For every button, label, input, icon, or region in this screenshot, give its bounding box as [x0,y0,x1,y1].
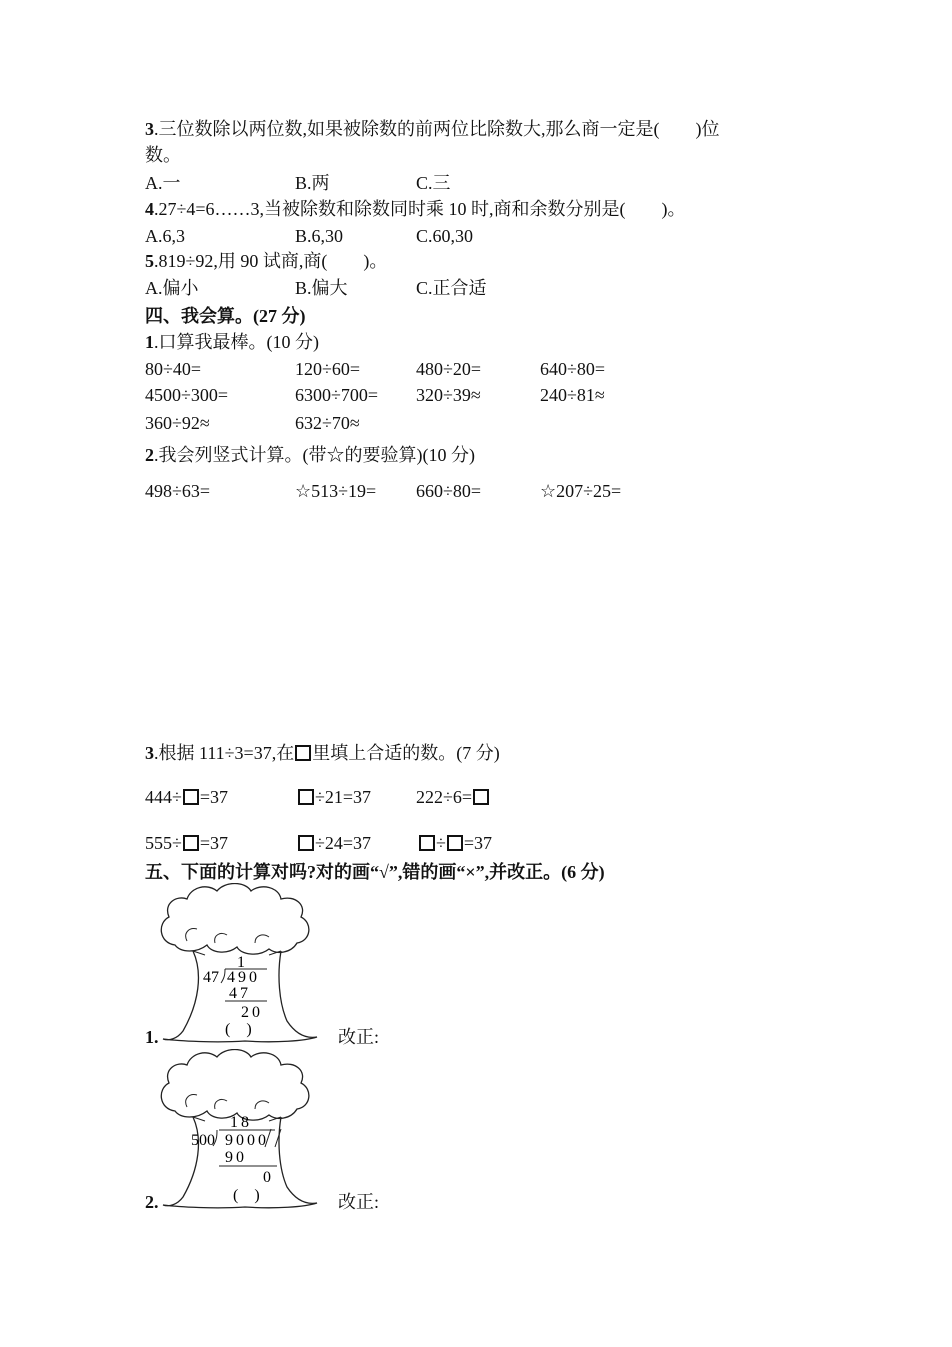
tree1-subtrahend: 47 [229,985,251,1002]
tree1-divisor: 47 [203,969,219,986]
calc-item: 240÷81≈ [540,385,605,405]
tree2-dot: . [154,1192,159,1212]
q4-line [145,198,686,220]
q3-line [145,118,720,140]
tree2-icon [155,1049,325,1214]
section5-title: 五、下面的计算对吗?对的画“√”,错的画“×”,并改正。(6 分) [145,862,605,882]
tree1-icon [155,883,325,1048]
blank-box[interactable] [447,835,463,851]
calc-item: 120÷60= [295,359,361,379]
fill-item [416,786,490,808]
tree2-quotient: 18 [230,1114,252,1131]
fill-item [297,786,371,808]
tree2-correction-label: 改正: [338,1192,380,1212]
fill-text: =37 [199,833,229,853]
section4-title: 四、我会算。(27 分) [145,306,306,326]
s4q1-text: .口算我最棒。(10 分) [154,332,319,352]
fill-item [418,832,492,854]
fill-text: =37 [199,787,229,807]
q3-number: 3 [145,119,154,139]
calc-item: 640÷80= [540,359,606,379]
q5-option-a[interactable]: A.偏小 [145,278,199,298]
vertical-calc-item: 498÷63= [145,481,211,501]
tree1-quotient: 1 [237,954,245,971]
vertical-calc-item: ☆513÷19= [295,481,377,501]
vertical-calc-item: ☆207÷25= [540,481,622,501]
blank-box[interactable] [473,789,489,805]
q5-option-c[interactable]: C.正合适 [416,278,487,298]
fill-text: 222÷6= [416,787,473,807]
q5-text: .819÷92,用 90 试商,商( )。 [154,251,388,271]
blank-box[interactable] [298,789,314,805]
q5-number: 5 [145,251,154,271]
q5-option-b[interactable]: B.偏大 [295,278,348,298]
s4q1-number: 1 [145,332,154,352]
q4-option-c[interactable]: C.60,30 [416,226,474,246]
q3-option-a[interactable]: A.一 [145,173,181,193]
s4q2-number: 2 [145,445,154,465]
fill-text: ÷21=37 [315,787,372,807]
tree2-subtrahend: 90 [225,1149,247,1166]
tree1-answer-paren: ( ) [225,1021,252,1038]
fill-text: 555÷ [145,833,182,853]
fill-text: 444÷ [145,787,182,807]
tree1-number: 1 [145,1027,154,1047]
fill-item [145,786,228,808]
tree2-divisor: 500 [191,1132,215,1149]
s4q2-text: .我会列竖式计算。(带☆的要验算)(10 分) [154,445,475,465]
q3-option-c[interactable]: C.三 [416,173,451,193]
tree1-dot: . [154,1027,159,1047]
calc-item: 80÷40= [145,359,202,379]
calc-item: 632÷70≈ [295,413,360,433]
q4-option-a[interactable]: A.6,3 [145,226,185,246]
blank-box[interactable] [183,789,199,805]
blank-box[interactable] [298,835,314,851]
q3-text: .三位数除以两位数,如果被除数的前两位比除数大,那么商一定是( )位 [154,119,720,139]
tree1-remainder: 20 [241,1004,263,1021]
q4-text: .27÷4=6……3,当被除数和除数同时乘 10 时,商和余数分别是( )。 [154,199,686,219]
s4q3-text-b: 里填上合适的数。(7 分) [312,743,500,763]
fill-text: ÷24=37 [315,833,372,853]
fill-text: ÷ [436,833,446,853]
tree2-dividend: 9000 [225,1132,269,1149]
blank-box[interactable] [419,835,435,851]
fill-item [297,832,371,854]
q4-number: 4 [145,199,154,219]
calc-item: 360÷92≈ [145,413,210,433]
q3-line2: 数。 [145,145,181,165]
s4q3-line [145,742,500,764]
tree2-remainder: 0 [263,1169,271,1186]
fill-item [145,832,228,854]
tree2-answer-paren: ( ) [233,1187,260,1204]
blank-box [295,745,311,761]
fill-text: =37 [463,833,493,853]
s4q2-line [145,444,475,466]
calc-item: 6300÷700= [295,385,379,405]
vertical-calc-item: 660÷80= [416,481,482,501]
s4q3-number: 3 [145,743,154,763]
s4q3-text-a: .根据 111÷3=37,在 [154,743,295,763]
calc-item: 480÷20= [416,359,482,379]
tree2-number: 2 [145,1192,154,1212]
q4-option-b[interactable]: B.6,30 [295,226,344,246]
q5-line [145,250,387,272]
s4q1-line [145,331,319,353]
blank-box[interactable] [183,835,199,851]
tree1-correction-label: 改正: [338,1027,380,1047]
tree1-dividend: 490 [227,969,260,986]
calc-item: 320÷39≈ [416,385,481,405]
calc-item: 4500÷300= [145,385,229,405]
q3-option-b[interactable]: B.两 [295,173,330,193]
